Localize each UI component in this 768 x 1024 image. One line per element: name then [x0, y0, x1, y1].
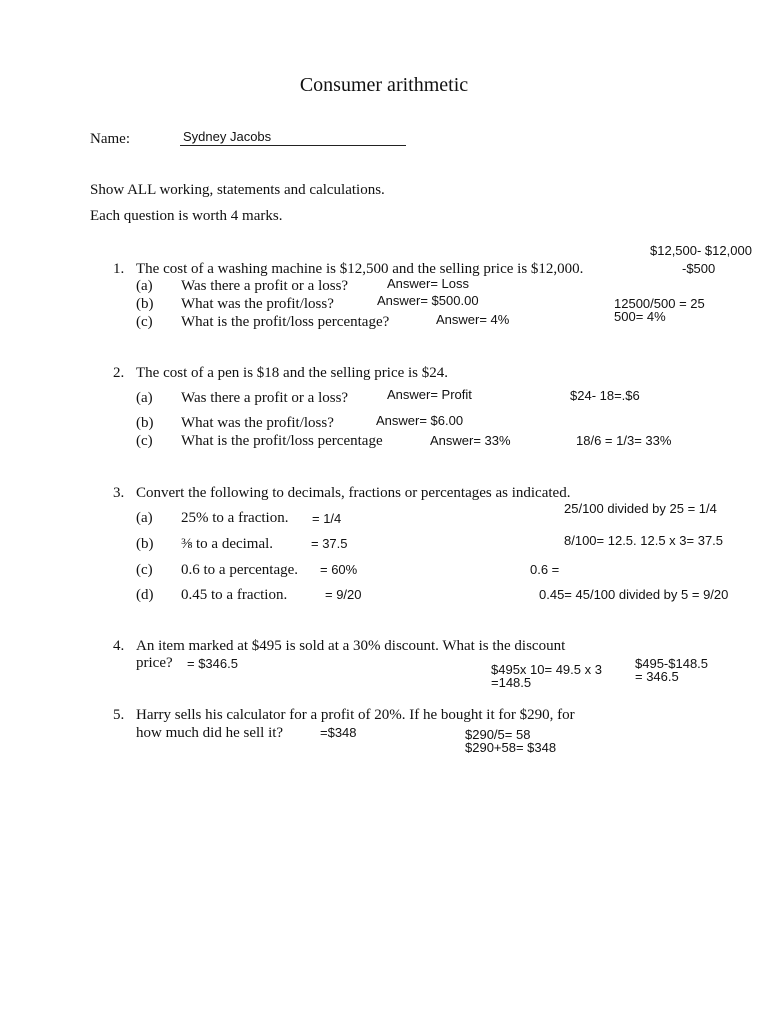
q4-question-line1: An item marked at $495 is sold at a 30% discount. What is the discount	[136, 638, 566, 654]
q3c-question: 0.6 to a percentage.	[181, 562, 299, 578]
q1-working-percentage: 500= 4%	[614, 309, 666, 324]
q4-question-line2: price?	[136, 655, 173, 671]
q3d-working: 0.45= 45/100 divided by 5 = 9/20	[539, 587, 729, 602]
q1-working-subtraction: $12,500- $12,000	[650, 243, 752, 258]
q2c-label: (c)	[136, 433, 153, 449]
q4-number: 4.	[113, 638, 125, 654]
q2c-question: What is the profit/loss percentage	[181, 433, 383, 449]
q3b-question: ⅜ to a decimal.	[181, 536, 274, 552]
q2c-answer: Answer= 33%	[430, 433, 511, 448]
q3b-label: (b)	[136, 536, 154, 552]
q1a-answer: Answer= Loss	[387, 276, 470, 291]
q3c-working: 0.6 =	[530, 562, 560, 577]
q5-number: 5.	[113, 707, 125, 723]
instruction-working: Show ALL working, statements and calculations.	[90, 182, 385, 198]
q1b-label: (b)	[136, 296, 154, 312]
q3-number: 3.	[113, 485, 125, 501]
q1-working-result: -$500	[682, 261, 716, 276]
q3a-answer: = 1/4	[312, 511, 342, 526]
name-underline	[180, 145, 406, 146]
q2a-question: Was there a profit or a loss?	[181, 390, 349, 406]
q1c-answer: Answer= 4%	[436, 312, 510, 327]
q2b-question: What was the profit/loss?	[181, 415, 334, 431]
q5-answer: =$348	[320, 725, 357, 740]
q2a-label: (a)	[136, 390, 153, 406]
q2-question: The cost of a pen is $18 and the selling price is $24.	[136, 365, 449, 381]
q3b-answer: = 37.5	[311, 536, 348, 551]
q1c-label: (c)	[136, 314, 153, 330]
q3c-answer: = 60%	[320, 562, 358, 577]
q5-question-line2: how much did he sell it?	[136, 725, 284, 741]
q5-working-addition: $290+58= $348	[465, 740, 557, 755]
q4-working-result: = 346.5	[635, 669, 679, 684]
q1a-question: Was there a profit or a loss?	[181, 278, 349, 294]
q3b-working: 8/100= 12.5. 12.5 x 3= 37.5	[564, 533, 724, 548]
q5-question-line1: Harry sells his calculator for a profit of 20%. If he bought it for $290, for	[136, 707, 575, 723]
q3-question: Convert the following to decimals, fractions or percentages as indicated.	[136, 485, 571, 501]
q1a-label: (a)	[136, 278, 153, 294]
q4-working-subtraction: $495-$148.5	[635, 656, 709, 671]
q3a-working: 25/100 divided by 25 = 1/4	[564, 501, 717, 516]
page-title: Consumer arithmetic	[299, 74, 469, 96]
q2a-working: $24- 18=.$6	[570, 388, 640, 403]
q4-answer: = $346.5	[187, 656, 238, 671]
q4-working-multiplication: $495x 10= 49.5 x 3	[491, 662, 602, 677]
name-label: Name:	[90, 131, 130, 147]
q3c-label: (c)	[136, 562, 153, 578]
q2a-answer: Answer= Profit	[387, 387, 472, 402]
q2b-label: (b)	[136, 415, 154, 431]
q3d-question: 0.45 to a fraction.	[181, 587, 288, 603]
q2-number: 2.	[113, 365, 125, 381]
q1b-question: What was the profit/loss?	[181, 296, 334, 312]
q2b-answer: Answer= $6.00	[376, 413, 464, 428]
q5-working-division: $290/5= 58	[465, 727, 531, 742]
q3a-question: 25% to a fraction.	[181, 510, 289, 526]
q1c-question: What is the profit/loss percentage?	[181, 314, 390, 330]
q2c-working: 18/6 = 1/3= 33%	[576, 433, 672, 448]
q3d-label: (d)	[136, 587, 154, 603]
q1-number: 1.	[113, 261, 125, 277]
q4-working-discount: =148.5	[491, 675, 532, 690]
instruction-marks: Each question is worth 4 marks.	[90, 208, 283, 224]
q1b-answer: Answer= $500.00	[377, 293, 479, 308]
q3d-answer: = 9/20	[325, 587, 362, 602]
student-name: Sydney Jacobs	[183, 129, 272, 144]
q3a-label: (a)	[136, 510, 153, 526]
q1-working-division: 12500/500 = 25	[614, 296, 705, 311]
q1-question: The cost of a washing machine is $12,500 and the selling price is $12,000.	[136, 261, 584, 277]
